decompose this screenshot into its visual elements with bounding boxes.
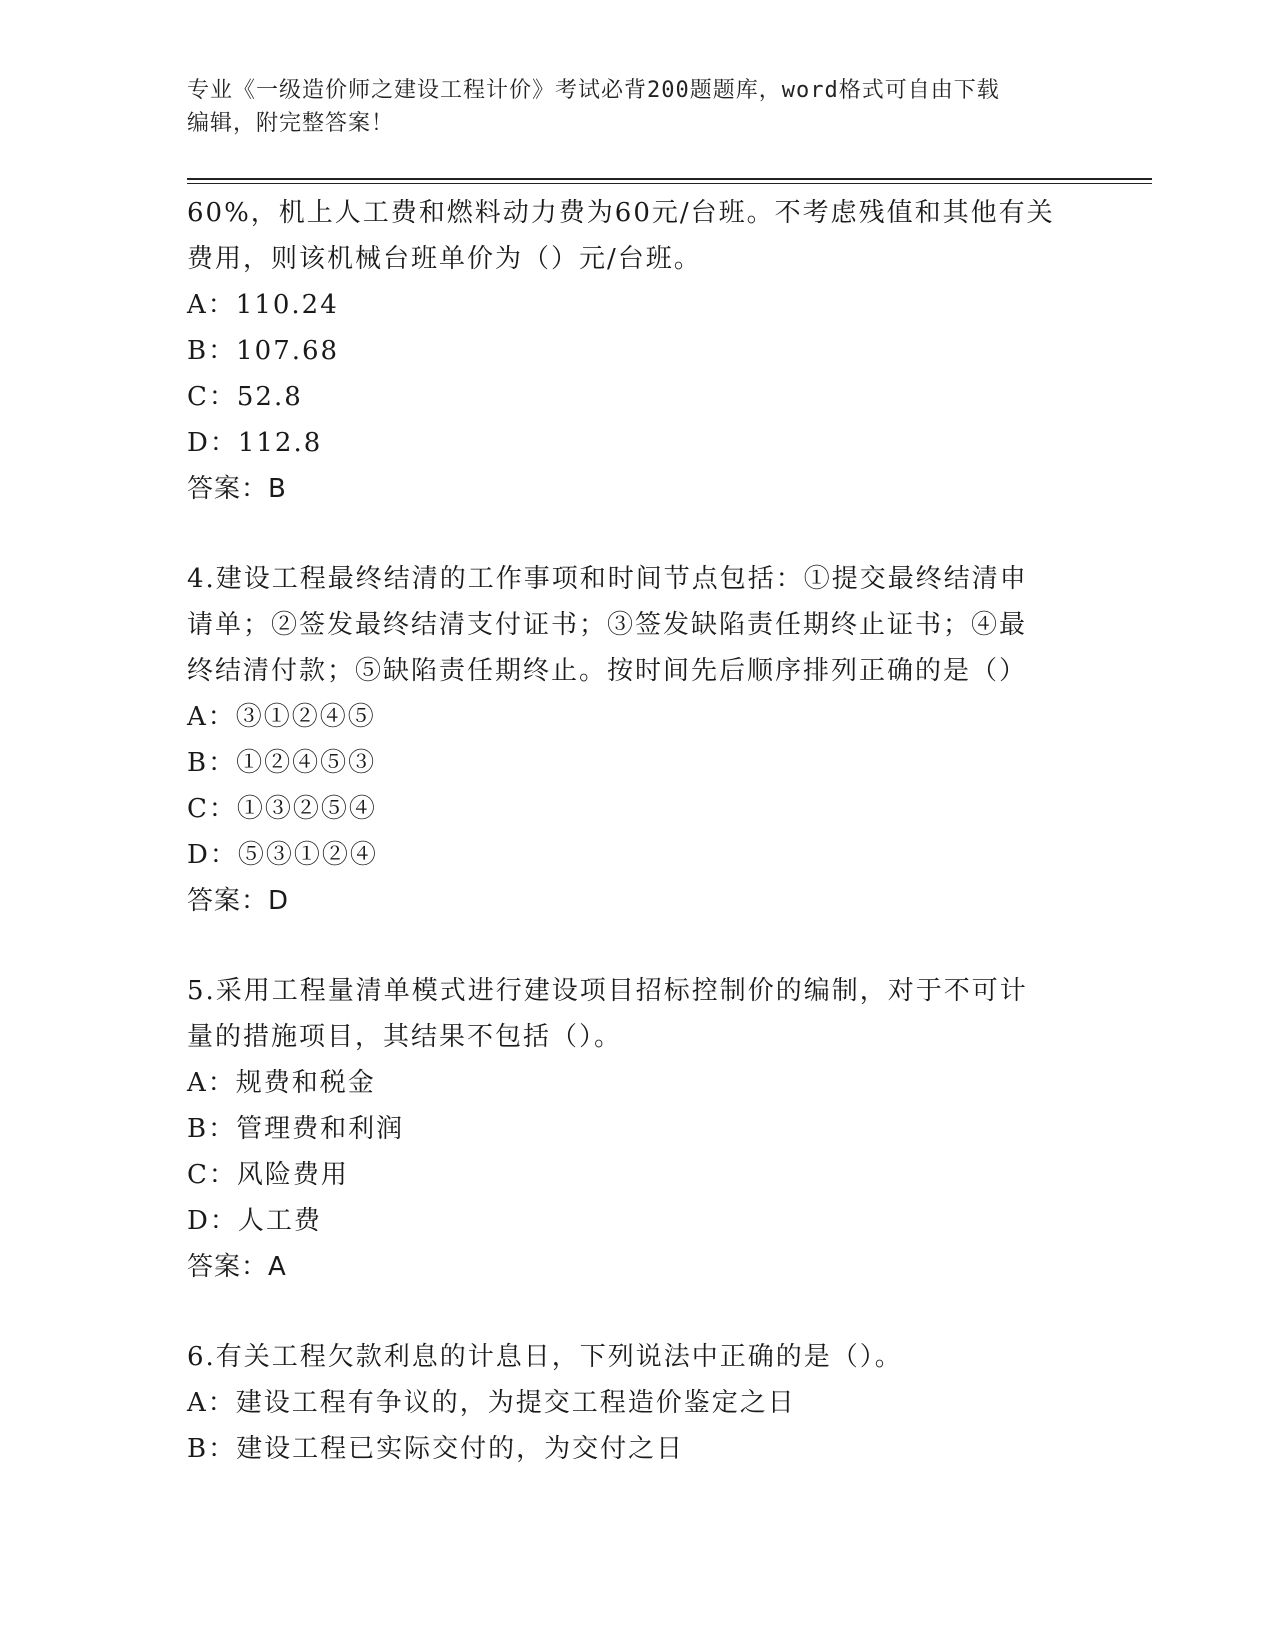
question-stem-line: 60%，机上人工费和燃料动力费为60元/台班。不考虑残值和其他有关 (187, 198, 1055, 228)
question-stem-line: 量的措施项目，其结果不包括（）。 (187, 1022, 623, 1052)
answer-line: 答案：B (187, 474, 287, 504)
page-header (187, 74, 1087, 140)
option-d: D：112.8 (187, 428, 323, 458)
option-c: C：52.8 (187, 382, 303, 412)
question-5 (187, 968, 1087, 1290)
question-spacer (187, 512, 1087, 556)
option-b: B：建设工程已实际交付的，为交付之日 (187, 1434, 685, 1464)
option-b: B：①②④⑤③ (187, 748, 377, 778)
header-divider-thin (187, 183, 1152, 184)
answer-line: 答案：A (187, 1252, 287, 1282)
header-divider-thick (187, 178, 1152, 180)
question-stem-line: 6.有关工程欠款利息的计息日，下列说法中正确的是（）。 (187, 1342, 903, 1372)
question-6 (187, 1334, 1087, 1472)
option-a: A：③①②④⑤ (187, 702, 376, 732)
option-a: A：建设工程有争议的，为提交工程造价鉴定之日 (187, 1388, 796, 1418)
option-c: C：风险费用 (187, 1160, 349, 1190)
question-stem-line: 4.建设工程最终结清的工作事项和时间节点包括：①提交最终结清申 (187, 564, 1028, 594)
question-list (187, 190, 1087, 1472)
option-c: C：①③②⑤④ (187, 794, 377, 824)
question-stem-line: 5.采用工程量清单模式进行建设项目招标控制价的编制，对于不可计 (187, 976, 1028, 1006)
header-title-line-1: 专业《一级造价师之建设工程计价》考试必背200题题库，word格式可自由下载 (187, 78, 1000, 103)
option-a: A：110.24 (187, 290, 339, 320)
question-3-continuation (187, 190, 1087, 512)
question-stem-line: 费用，则该机械台班单价为（）元/台班。 (187, 244, 702, 274)
option-b: B：107.68 (187, 336, 340, 366)
option-d: D：人工费 (187, 1206, 322, 1236)
header-title-line-2: 编辑，附完整答案！ (187, 111, 395, 136)
question-stem-line: 终结清付款；⑤缺陷责任期终止。按时间先后顺序排列正确的是（） (187, 656, 1028, 686)
option-b: B：管理费和利润 (187, 1114, 405, 1144)
option-a: A：规费和税金 (187, 1068, 376, 1098)
question-spacer (187, 924, 1087, 968)
question-stem-line: 请单；②签发最终结清支付证书；③签发缺陷责任期终止证书；④最 (187, 610, 1028, 640)
question-4 (187, 556, 1087, 924)
question-spacer (187, 1290, 1087, 1334)
answer-line: 答案：D (187, 886, 290, 916)
option-d: D：⑤③①②④ (187, 840, 378, 870)
